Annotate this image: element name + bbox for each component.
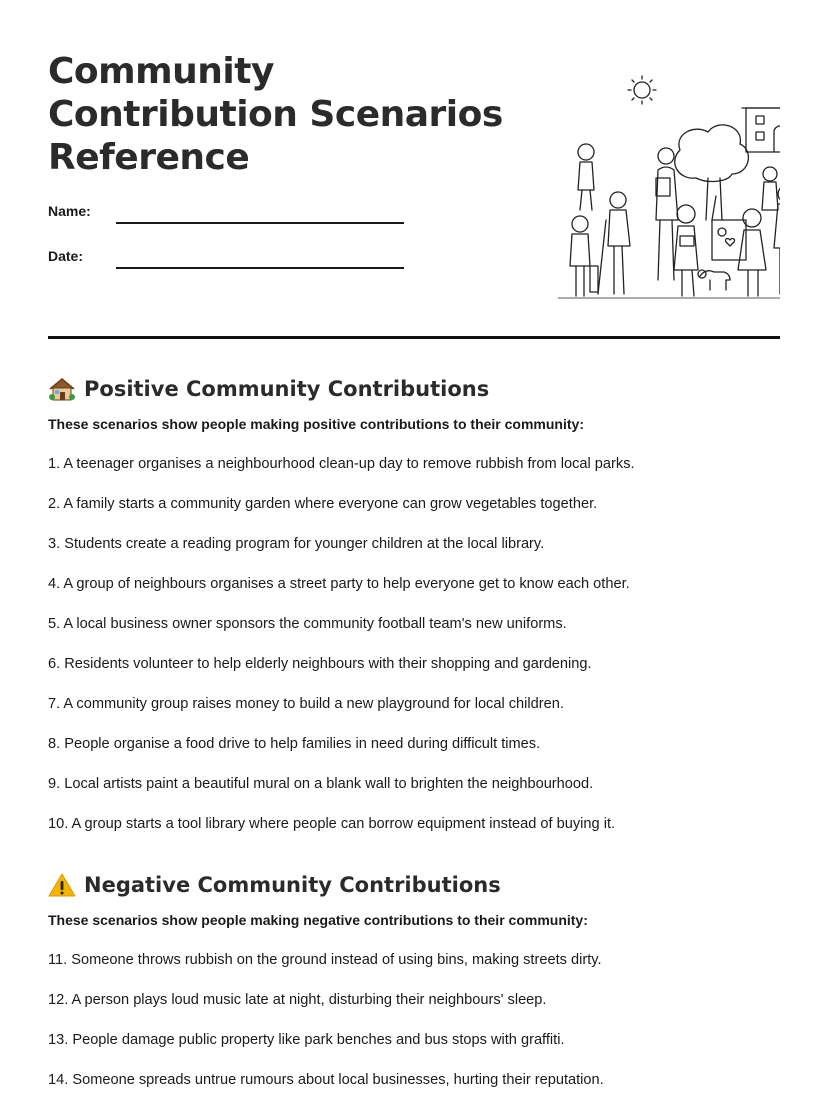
list-item: 4. A group of neighbours organises a street party to help everyone get to know each other. [48, 576, 630, 592]
list-item: 14. Someone spreads untrue rumours about local businesses, hurting their reputation. [48, 1072, 604, 1088]
house-with-garden-icon [48, 376, 76, 402]
date-label: Date: [48, 248, 84, 264]
dog-icon [698, 270, 730, 290]
positive-heading-text: Positive Community Contributions [84, 377, 490, 401]
list-item: 5. A local business owner sponsors the community football team's new uniforms. [48, 616, 567, 632]
date-field[interactable] [48, 245, 408, 275]
sun-icon [628, 76, 656, 104]
list-item: 9. Local artists paint a beautiful mural on a blank wall to brighten the neighbourhood. [48, 776, 594, 792]
child-figure-2 [570, 216, 598, 296]
negative-intro: These scenarios show people making negative contributions to their community: [48, 912, 588, 928]
name-field[interactable] [48, 200, 408, 230]
list-item: 6. Residents volunteer to help elderly neighbours with their shopping and gardening. [48, 656, 592, 672]
name-label: Name: [48, 203, 91, 219]
positive-section-heading [48, 374, 780, 404]
negative-scenario-list [48, 940, 780, 1100]
page-title [48, 50, 503, 179]
header-divider [48, 336, 780, 339]
title-line-1: Community [48, 51, 274, 92]
negative-heading-text: Negative Community Contributions [84, 873, 501, 897]
list-item: 8. People organise a food drive to help families in need during difficult times. [48, 736, 541, 752]
child-figure-5 [738, 209, 766, 296]
child-figure-7 [762, 167, 778, 210]
name-write-line[interactable] [116, 222, 404, 224]
positive-intro: These scenarios show people making positive contributions to their community: [48, 416, 584, 432]
community-illustration [518, 70, 780, 302]
building-icon [742, 108, 780, 152]
list-item: 1. A teenager organises a neighbourhood clean-up day to remove rubbish from local parks. [48, 456, 635, 472]
list-item: 7. A community group raises money to build a new playground for local children. [48, 696, 564, 712]
warning-icon [48, 872, 76, 898]
list-item: 2. A family starts a community garden where everyone can grow vegetables together. [48, 496, 598, 512]
list-item: 10. A group starts a tool library where people can borrow equipment instead of buying it. [48, 816, 616, 832]
tree-icon [675, 125, 749, 220]
negative-contributions-section [48, 870, 780, 1100]
worksheet-page [48, 0, 780, 1088]
list-item: 13. People damage public property like park benches and bus stops with graffiti. [48, 1032, 565, 1048]
worksheet-header [48, 0, 780, 338]
child-figure-4 [674, 205, 698, 296]
list-item: 12. A person plays loud music late at night, disturbing their neighbours' sleep. [48, 992, 547, 1008]
list-item: 3. Students create a reading program for younger children at the local library. [48, 536, 545, 552]
positive-contributions-section [48, 374, 780, 844]
negative-section-heading [48, 870, 780, 900]
title-line-2: Contribution Scenarios [48, 94, 503, 135]
child-figure-3 [598, 192, 630, 294]
list-item: 11. Someone throws rubbish on the ground instead of using bins, making streets dirty. [48, 952, 602, 968]
title-line-3: Reference [48, 137, 250, 178]
child-figure-1 [578, 144, 594, 210]
positive-scenario-list [48, 444, 780, 844]
date-write-line[interactable] [116, 267, 404, 269]
